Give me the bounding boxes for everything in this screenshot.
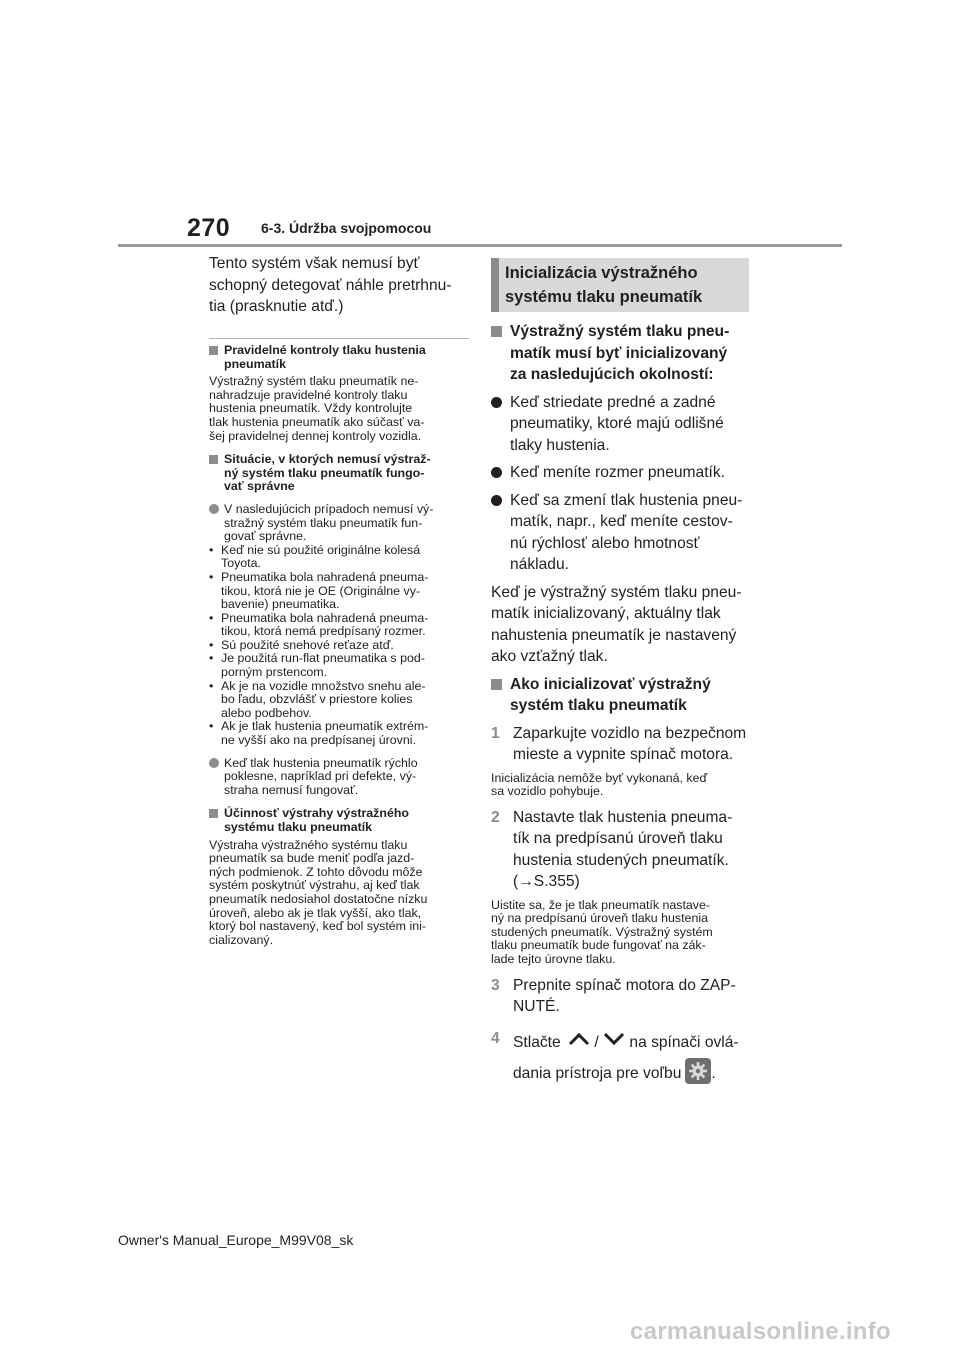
chevron-up-icon xyxy=(568,1032,590,1046)
situations-item: V nasledujúcich prípadoch nemusí vý- stražný systém tlaku pneumatík fun- govať správne. xyxy=(209,503,471,544)
square-bullet-icon xyxy=(491,326,502,337)
list-item: • Ak je na vozidle množstvo snehu ale- bo ľadu, obzvlášť v priestore kolies alebo podbehov. xyxy=(209,678,426,720)
square-bullet-icon xyxy=(209,346,218,355)
heading-init-required: Výstražný systém tlaku pneu- matík musí byť inicializovaný za nasledujúcich okolností: xyxy=(491,321,761,386)
list-item: • Sú použité snehové reťaze atď. xyxy=(209,637,394,652)
circle-bullet-icon xyxy=(491,495,502,506)
situations-list xyxy=(209,544,471,748)
step-2: 2 Nastavte tlak hustenia pneuma- tík na predpísanú úroveň tlaku hustenia studených pneumatík. (→S.355) xyxy=(491,807,761,893)
warning-effectiveness-body: Výstraha výstražného systému tlaku pneumatík sa bude meniť podľa jazd- ných podmienok. Z tohto dôvodu môže systém poskytnúť výstrahu, aj keď tlak pneumatík nedosiahol dostatočne nízku úroveň, alebo ak je tlak vyšší, ako tlak, ktorý bol nastavený, keď bol systém ini- cializovaný. xyxy=(209,837,428,947)
list-item: • Pneumatika bola nahradená pneuma- tikou, ktorá nie je OE (Originálne vy- bavenie) pneumatika. xyxy=(209,569,429,612)
reference-pressure-text: Keď je výstražný systém tlaku pneu- matík inicializovaný, aktuálny tlak nahustenia pneumatík je nastavený ako vzťažný tlak. xyxy=(491,583,742,665)
list-item: • Pneumatika bola nahradená pneuma- tikou, ktorá nemá predpísaný rozmer. xyxy=(209,610,429,639)
note-1: Inicializácia nemôže byť vykonaná, keď sa vozidlo pohybuje. xyxy=(491,770,708,799)
list-item: Keď meníte rozmer pneumatík. xyxy=(491,462,761,484)
heading-warning-effectiveness: Účinnosť výstrahy výstražného systému tlaku pneumatík xyxy=(209,807,471,834)
gear-icon xyxy=(685,1058,711,1084)
step-3: 3 Prepnite spínač motora do ZAP- NUTÉ. xyxy=(491,976,736,1016)
circle-bullet-icon xyxy=(209,758,219,768)
circle-bullet-icon xyxy=(209,504,219,514)
watermark: carmanualsonline.info xyxy=(630,1318,892,1345)
rapid-loss-item: Keď tlak hustenia pneumatík rýchlo poklesne, napríklad pri defekte, vý- straha nemusí fungovať. xyxy=(209,757,471,798)
right-content xyxy=(491,321,761,1089)
footer-text: Owner's Manual_Europe_M99V08_sk xyxy=(118,1232,354,1248)
list-item: • Je použitá run-flat pneumatika s pod- porným prstencom. xyxy=(209,651,425,680)
regular-checks-body: Výstražný systém tlaku pneumatík ne- nahradzuje pravidelné kontroly tlaku hustenia pneumatík. Vždy kontrolujte tlak hustenia pneumatík ako súčasť va- šej pravidelnej dennej kontroly vozidla. xyxy=(209,374,425,443)
column-divider xyxy=(209,338,469,339)
list-item: Keď striedate predné a zadné pneumatiky, ktoré majú odlišné tlaky hustenia. xyxy=(491,392,761,457)
page-reference: (→S.355) xyxy=(513,873,580,891)
circle-bullet-icon xyxy=(491,397,502,408)
section-heading-box xyxy=(491,258,749,312)
circle-bullet-icon xyxy=(491,467,502,478)
square-bullet-icon xyxy=(209,455,218,464)
section-heading: Inicializácia výstražného systému tlaku pneumatík xyxy=(505,264,703,306)
chevron-down-icon xyxy=(603,1032,625,1046)
heading-situations: Situácie, v ktorých nemusí výstraž- ný systém tlaku pneumatík fungo- vať správne xyxy=(209,453,471,494)
list-item: • Ak je tlak hustenia pneumatík extrém- ne vyšší ako na predpísanej úrovni. xyxy=(209,719,429,748)
section-title: 6-3. Údržba svojpomocou xyxy=(261,220,432,236)
square-bullet-icon xyxy=(491,679,502,690)
list-item: • Keď nie sú použité originálne kolesá Toyota. xyxy=(209,542,421,571)
step-1: 1 Zaparkujte vozidlo na bezpečnom mieste a vypnite spínač motora. xyxy=(491,724,747,763)
step-4: 4 Stlačte / na spínači ovlá- dania prístroja pre voľbu . xyxy=(491,1029,739,1082)
list-item: Keď sa zmení tlak hustenia pneu- matík, napr., keď meníte cestov- nú rýchlosť alebo hmotnosť nákladu. xyxy=(491,490,761,576)
page-number: 270 xyxy=(187,214,231,242)
left-notes xyxy=(209,344,471,947)
note-2: Uistite sa, že je tlak pneumatík nastave- ný na predpísanú úroveň tlaku hustenia studených pneumatík. Výstražný systém tlaku pneumatík bude fungovať na zák- lade tejto úrovne tlaku. xyxy=(491,897,713,967)
square-bullet-icon xyxy=(209,809,218,818)
header-rule xyxy=(118,244,842,247)
heading-regular-checks: Pravidelné kontroly tlaku hustenia pneumatík xyxy=(209,344,471,371)
heading-how-to-init: Ako inicializovať výstražný systém tlaku pneumatík xyxy=(491,674,761,717)
intro-text: Tento systém však nemusí byť schopný detegovať náhle pretrhnu- tia (prasknutie atď.) xyxy=(209,255,452,315)
